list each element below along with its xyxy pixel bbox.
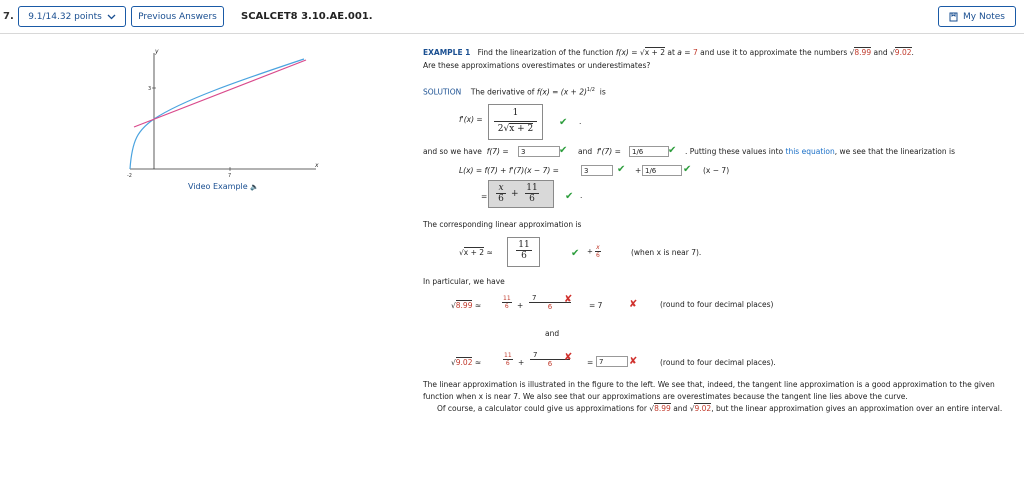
number-2: 9.02 [894,48,912,57]
my-notes-label: My Notes [963,11,1005,22]
cross-icon: ✘ [564,294,573,305]
final-paragraph-2: Of course, a calculator could give us approximations for √8.99 and √9.02, but the linear approximation gives an approximation over an entire interval. [437,404,1003,413]
function-power: f(x) = (x + 2) [536,87,587,97]
check-icon: ✔ [565,191,574,202]
this-equation-link[interactable]: this equation [785,147,835,156]
a-value: 7 [692,48,698,57]
speaker-icon: 🔈 [250,183,259,191]
points-dropdown[interactable] [18,6,126,27]
fp7-text: and f'(7) = [578,147,621,156]
at-text: at [667,48,675,57]
x-axis-label: x [315,162,319,169]
solution-label: SOLUTION [423,87,462,97]
fprime-numerator: 1 [512,108,519,118]
L-input-1[interactable]: 3 [581,165,613,176]
f7-input[interactable]: 3 [518,146,560,157]
simplified-L-box[interactable]: x 6 + 11 6 [488,180,554,208]
chevron-down-icon [107,14,116,20]
sqrt-argument: x + 2 [644,48,665,57]
check-icon: ✔ [668,145,677,156]
example-question: Are these approximations overestimates or underestimates? [423,61,651,70]
question-id: SCALCET8 3.10.AE.001. [241,11,373,22]
linearization-graph [128,45,318,185]
check-icon: ✔ [559,117,568,128]
function-def: f(x) = [615,48,638,57]
check-icon: ✔ [683,164,692,175]
previous-answers-button[interactable]: Previous Answers [131,6,224,27]
derivative-text: The derivative of [470,87,535,97]
and-text: and [873,48,888,57]
approx-answer-box[interactable]: 11 6 [507,237,540,267]
tick-label-3: 3 [148,86,152,92]
fprime-label: f'(x) = [459,115,483,124]
number-1: 8.99 [854,48,872,57]
row1-input-fraction[interactable]: 7 6 [529,294,571,311]
check-icon: ✔ [559,145,568,156]
my-notes-button[interactable] [938,6,1016,27]
tick-label-7: 7 [228,173,232,179]
L-input-2[interactable]: 1/6 [642,165,682,176]
so-we-have-text: and so we have f(7) = [423,147,509,156]
corresponding-text: The corresponding linear approximation is [423,220,582,229]
linearization-formula: L(x) = f(7) + f'(7)(x − 7) = [459,166,559,175]
final-paragraph: The linear approximation is illustrated in the figure to the left. We see that, indeed, the tangent line approximation is a good approximation to the given function when x is near 7. We also see that our approximations are overestimates because the tangent line lies above the curve. [423,380,995,401]
video-example-label: Video Example [188,182,248,191]
points-label: 9.1/14.32 points [28,11,102,22]
example-statement: EXAMPLE 1 Find the linearization of the function f(x) = √x + 2 at a = 7 and use it to approximate the numbers √8.99 and √9.02. [423,48,914,57]
a-equals: a = [677,48,691,57]
question-header [0,0,1024,34]
plus-x-over-6: + $\frac{x}{6}$ [587,244,600,259]
equals-sign: = [481,192,488,201]
row2-note: (round to four decimal places). [660,358,776,367]
approx-lhs: √x + 2 ≈ [459,248,493,257]
note-icon [949,12,958,22]
cross-icon: ✘ [629,356,638,367]
sqrt-curve [130,59,304,169]
cross-icon: ✘ [564,352,573,363]
row2-input-fraction[interactable]: 7 6 [530,351,570,368]
example-title: EXAMPLE 1 [423,48,471,57]
row2-fraction: $\frac{11}{6}$ [504,352,512,367]
row1-note: (round to four decimal places) [660,300,774,309]
tangent-line [134,60,306,127]
intro-text: Find the linearization of the function [477,48,614,57]
row2-lhs: √9.02 ≈ [451,358,482,367]
check-icon: ✔ [571,248,580,259]
row1-equals: = 7 [589,301,603,310]
row2-input[interactable]: 7 [596,356,628,367]
and-mid: and [545,329,560,338]
fprime-answer-box[interactable] [488,104,543,140]
solution-line [423,87,606,97]
particular-text: In particular, we have [423,277,505,286]
check-icon: ✔ [617,164,626,175]
question-number: 7. [3,11,14,22]
exponent: 1/2 [586,87,595,93]
x-minus-7: (x − 7) [703,166,730,175]
row2-equals: = [587,358,594,367]
cross-icon: ✘ [629,299,638,310]
row1-lhs: √8.99 ≈ [451,301,482,310]
is-text: is [599,87,606,97]
plus-sign: + [635,166,642,175]
y-axis-label: y [155,48,159,55]
plus-sign: + [517,301,524,310]
tick-label-minus2: -2 [127,173,132,179]
row1-fraction: $\frac{11}{6}$ [503,295,511,310]
plus-sign: + [518,358,525,367]
fprime-bar [494,121,537,122]
putting-values-text: . Putting these values into this equation, we see that the linearization is [685,147,956,156]
video-example-link[interactable] [188,182,259,191]
intro-text-b: and use it to approximate the numbers [700,48,848,57]
when-near-text: (when x is near 7). [631,248,702,257]
fp7-input[interactable]: 1/6 [629,146,669,157]
fprime-denominator: 2√x + 2 [497,124,534,134]
